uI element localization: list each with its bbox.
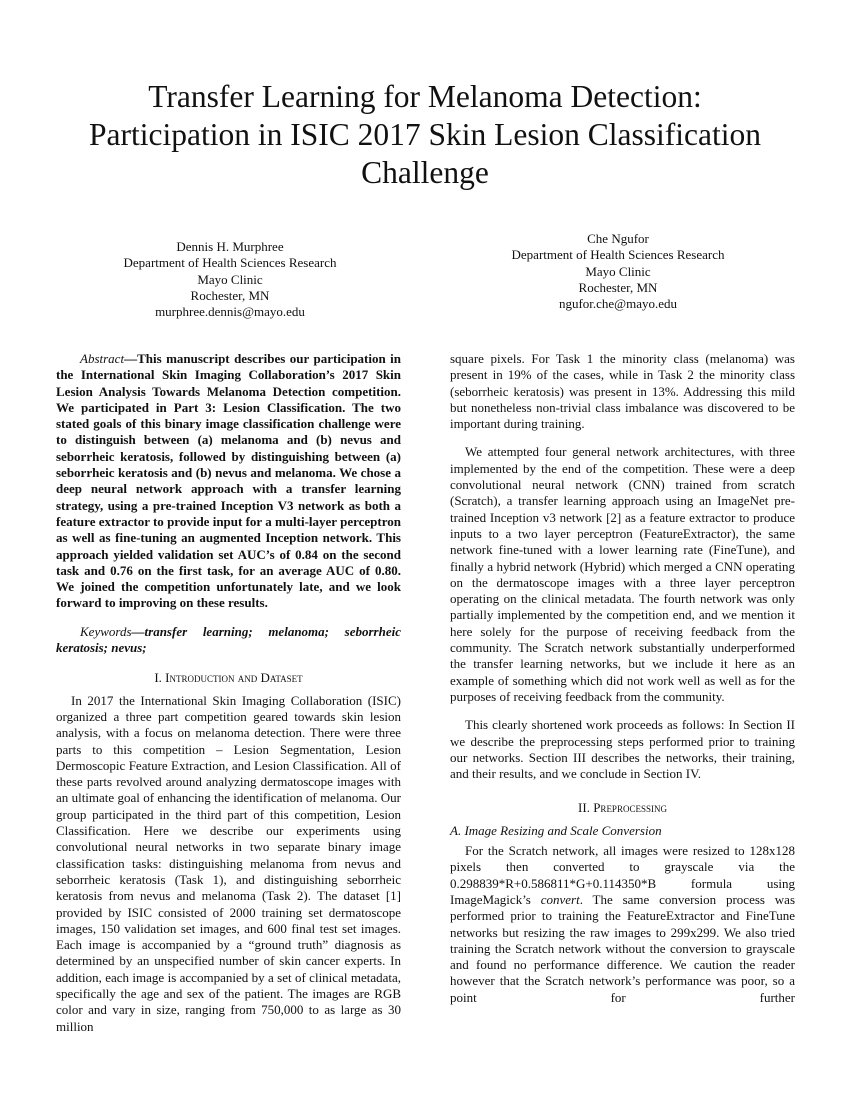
author-location: Rochester, MN (578, 279, 658, 295)
intro-paragraph-2: We attempted four general network architectures, with three implemented by the end of the competition. These were a deep convolutional neural network (CNN) trained from scratch (Scratch), a transfer learning approach using an ImageNet pre-trained Inception v3 network [2] as a feature extractor to produce inputs to a two layer perceptron (FeatureExtractor), the same network fine-tuned with a lower learning rate (FineTune), and finally a hybrid network (Hybrid) which merged a CNN operating on the dermatoscope images with a three layer perceptron operating on the clinical metadata. The fourth network was only partially implemented by the competition end, and we mention it here solely for the purpose of receiving feedback from the community. The Scratch network substantially underperformed the transfer learning networks, but we include it here as an example of something which did not work well as well as for the purposes of receiving feedback from the community. (450, 444, 795, 704)
abstract-label: Abstract (80, 351, 125, 366)
title-line-2: Participation in ISIC 2017 Skin Lesion Classification (89, 117, 761, 152)
intro-paragraph-1-continued: square pixels. For Task 1 the minority class (melanoma) was present in 19% of the cases, while in Task 2 the minority class (seborrheic keratosis) was present in 13%. Addressing this mild but nonetheless non-trivial class imbalance was discovered to be important during training. (450, 351, 795, 432)
author-department: Department of Health Sciences Research (123, 255, 337, 271)
keywords (56, 624, 401, 657)
subsection-heading-image-resizing: A. Image Resizing and Scale Conversion (450, 822, 662, 838)
title-line-1: Transfer Learning for Melanoma Detection: (148, 79, 702, 114)
section-heading-preprocessing: II. Preprocessing (578, 800, 667, 816)
author-location: Rochester, MN (190, 287, 270, 303)
keywords-text: —transfer learning; melanoma; seborrheic keratosis; nevus; (56, 623, 401, 656)
author-email: murphree.dennis@mayo.edu (155, 304, 305, 320)
title-line-3: Challenge (361, 155, 489, 190)
author-institution: Mayo Clinic (585, 263, 651, 279)
abstract-text: —This manuscript describes our participation in the International Skin Imaging Collaboration’s 2017 Skin Lesion Analysis Towards Melanoma Detection competition. We participated in Part 3: Lesion Classification. The two stated goals of this binary image classification challenge were to distinguish between (a) melanoma and (b) nevus and seborrheic keratosis, followed by distinguishing between (a) seborrheic keratosis and (b) nevus and melanoma. We chose a deep neural network approach with a transfer learning strategy, using a pre-trained Inception V3 network as both a feature extractor to provide input for a multi-layer perceptron as well as fine-tuning an augmented Inception network. This approach yielded validation set AUC’s of 0.84 on the second task and 0.76 on the first task, for an average AUC of 0.80. We joined the competition unfortunately late, and we look forward to improving on these results. (56, 351, 401, 611)
author-block-2 (458, 231, 778, 312)
author-name: Che Ngufor (587, 231, 649, 246)
left-column (56, 351, 401, 1035)
paper-title (40, 78, 810, 192)
author-email: ngufor.che@mayo.edu (558, 296, 678, 312)
author-name: Dennis H. Murphree (176, 239, 284, 254)
keywords-label: Keywords (80, 623, 132, 639)
convert-command: convert (540, 891, 580, 907)
abstract (56, 351, 401, 612)
preprocessing-text-end: . The same conversion process was performed prior to training the FeatureExtractor and FineTune networks but resizing the raw images to 299x299. We also tried training the Scratch network without the conversion to grayscale and found no performance difference. We caution the reader however that the Scratch network’s performance was poor, so a point for further (450, 891, 795, 1005)
author-department: Department of Health Sciences Research (511, 247, 725, 263)
intro-paragraph-1: In 2017 the International Skin Imaging Collaboration (ISIC) organized a three part competition geared towards skin lesion analysis, with a focus on melanoma detection. There were three parts to this competition – Lesion Segmentation, Lesion Dermoscopic Feature Extraction, and Lesion Classification. All of these parts revolved around analyzing dermatoscope images with an ultimate goal of enhancing the identification of melanoma. Our group participated in the third part of this competition, Lesion Classification. Here we describe our experiments using convolutional neural networks in two separate binary image classification tasks: distinguishing melanoma from nevus and seborrheic keratosis (Task 1), and distinguishing seborrheic keratosis from nevus and melanoma (Task 2). The dataset [1] provided by ISIC consisted of 2000 training set dermatoscope images, 150 validation set images, and 600 final test set images. Each image is accompanied by a “ground truth” diagnosis as determined by an unspecified number of skin cancer experts. In addition, each image is accompanied by a set of clinical metadata, specifically the age and sex of the patient. The images are RGB color and vary in size, ranging from 750,000 to as large as 30 million (56, 692, 401, 1034)
preprocessing-text-start: For the Scratch network, all images were resized to 128x128 pixels then converted to grayscale via the 0.298839*R+0.586811*G+0.114350*B formula using ImageMagick’s (450, 843, 795, 907)
author-block-1 (70, 239, 390, 320)
author-institution: Mayo Clinic (197, 271, 263, 287)
right-column (450, 351, 795, 1006)
intro-paragraph-3: This clearly shortened work proceeds as follows: In Section II we describe the preprocessing steps performed prior to training our networks. Section III describes the networks, their training, and their results, and we conclude in Section IV. (450, 717, 795, 782)
section-heading-introduction: I. Introduction and Dataset (154, 670, 303, 686)
preprocessing-paragraph-1 (450, 843, 795, 1006)
